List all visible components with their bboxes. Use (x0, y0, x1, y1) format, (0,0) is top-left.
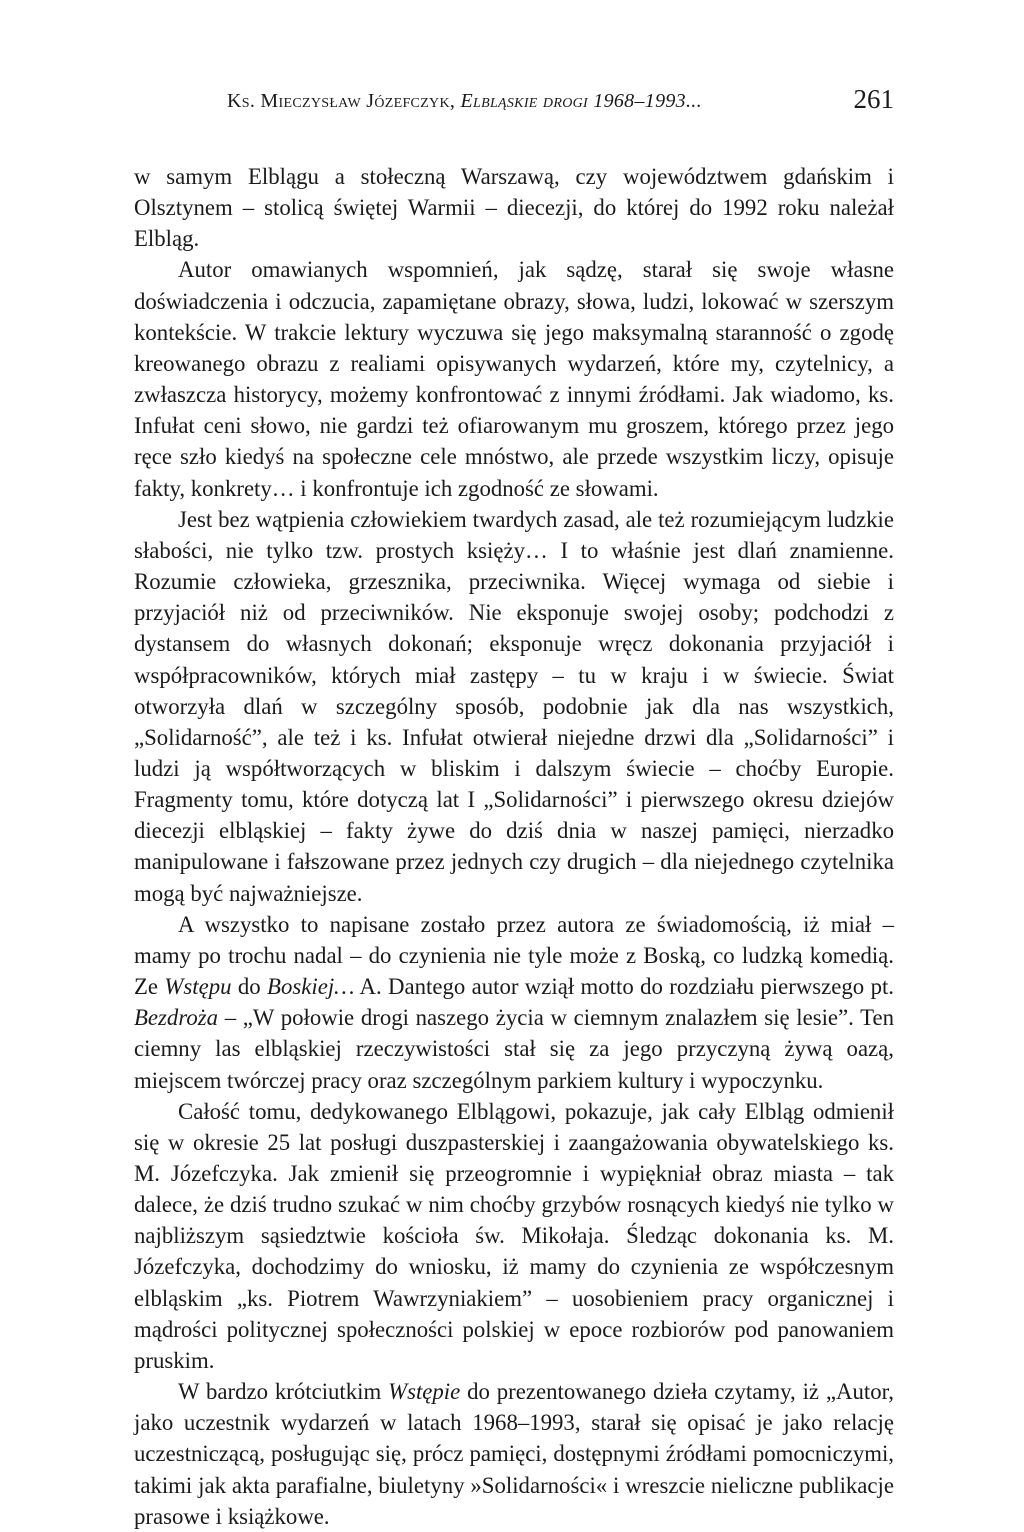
paragraph-1: w samym Elblągu a stołeczną Warszawą, czy województwem gdańskim i Olsztynem – stolicą świętej Warmii – diecezji, do której do 1992 roku należał Elbląg. (134, 164, 894, 252)
paragraph-5: Całość tomu, dedykowanego Elblągowi, pokazuje, jak cały Elbląg odmienił się w okresie 25 lat posługi duszpasterskiej i zaangażowania obywatelskiego ks. M. Józefczyka. Jak zmienił się przeogromnie i wypiękniał obraz miasta – tak dalece, że dziś trudno szukać w nim choćby grzybów rosnących kiedyś nie tylko w najbliższym sąsiedztwie kościoła św. Mikołaja. Śledząc dokonania ks. M. Józefczyka, dochodzimy do wniosku, iż mamy do czynienia ze współczesnym elbląskim „ks. Piotrem Wawrzyniakiem” – uosobieniem pracy organicznej i mądrości politycznej społeczności polskiej w epoce rozbiorów pod panowaniem pruskim. (134, 1098, 894, 1373)
page-number: 261 (853, 84, 894, 114)
paragraph-6 (134, 1376, 894, 1532)
paragraph-4-text-c: do (231, 974, 268, 1000)
paragraph-6-text-c: do prezentowanego dzieła czytamy, iż „Autor, jako uczestnik wydarzeń w latach 1968–1993, starał się opisać je jako relację uczestniczącą, posługując się, prócz pamięci, dostępnymi źródłami pomocniczymi, takimi jak akta parafialne, biuletyny »Solidarności« i wreszcie nieliczne publikacje prasowe i książkowe. (134, 1379, 894, 1529)
italic-wstepie: Wstępie (388, 1379, 461, 1405)
running-title (227, 90, 702, 113)
header-book-title: Elbląskie drogi 1968–1993... (460, 90, 702, 112)
body-text (134, 161, 894, 1532)
paragraph-4-text-g: – „W połowie drogi naszego życia w ciemnym znalazłem się lesie”. Ten ciemny las elbląskiej rzeczywistości stał się za jego przyczyną żywą oazą, miejscem twórczej pracy oraz szczególnym parkiem kultury i wypoczynku. (134, 1005, 894, 1093)
paragraph-3: Jest bez wątpienia człowiekiem twardych zasad, ale też rozumiejącym ludzkie słabości, nie tylko tzw. prostych księży… I to właśnie jest dlań znamienne. Rozumie człowieka, grzesznika, przeciwnika. Więcej wymaga od siebie i przyjaciół niż od przeciwników. Nie eksponuje swojej osoby; podchodzi z dystansem do własnych dokonań; eksponuje wręcz dokonania przyjaciół i współpracowników, których miał zastępy – tu w kraju i w świecie. Świat otworzyła dlań w szczególny sposób, podobnie jak dla nas wszystkich, „Solidarność”, ale też i ks. Infułat otwierał niejedne drzwi dla „Solidarności” i ludzi ją współtworzących w bliskim i dalszym świecie – choćby Europie. Fragmenty tomu, które dotyczą lat I „Solidarności” i pierwszego okresu dziejów diecezji elbląskiej – fakty żywe do dziś dnia w naszej pamięci, nierzadko manipulowane i fałszowane przez jednych czy drugich – dla niejednego czytelnika mogą być najważniejsze. (134, 506, 894, 906)
italic-wstepu: Wstępu (164, 974, 232, 1000)
paragraph-4-text-e: A. Dantego autor wziął motto do rozdziału pierwszego pt. (354, 974, 894, 1000)
running-header (134, 84, 894, 124)
header-author: Ks. Mieczysław Józefczyk, (227, 90, 456, 112)
paragraph-4 (134, 909, 894, 1096)
italic-boskiej: Boskiej… (267, 974, 355, 1000)
paragraph-4-text-a: A wszystko to napisane zostało przez autora ze świadomością, iż miał – mamy po trochu nadal – do czynienia nie tyle może z Boską, co ludzką komedią. Ze (134, 911, 894, 1000)
paragraph-6-text-a: W bardzo krótciutkim (178, 1379, 389, 1405)
italic-bezdroza: Bezdroża (134, 1005, 219, 1031)
paragraph-2: Autor omawianych wspomnień, jak sądzę, starał się swoje własne doświadczenia i odczucia, zapamiętane obrazy, słowa, ludzi, lokować w szerszym kontekście. W trakcie lektury wyczuwa się jego maksymalną staranność o zgodę kreowanego obrazu z realiami opisywanych wydarzeń, które my, czytelnicy, a zwłaszcza historycy, możemy konfrontować z innymi źródłami. Jak wiadomo, ks. Infułat ceni słowo, nie gardzi też ofiarowanym mu groszem, którego przez jego ręce szło kiedyś na społeczne cele mnóstwo, ale przede wszystkim liczy, opisuje fakty, konkrety… i konfrontuje ich zgodność ze słowami. (134, 257, 894, 501)
